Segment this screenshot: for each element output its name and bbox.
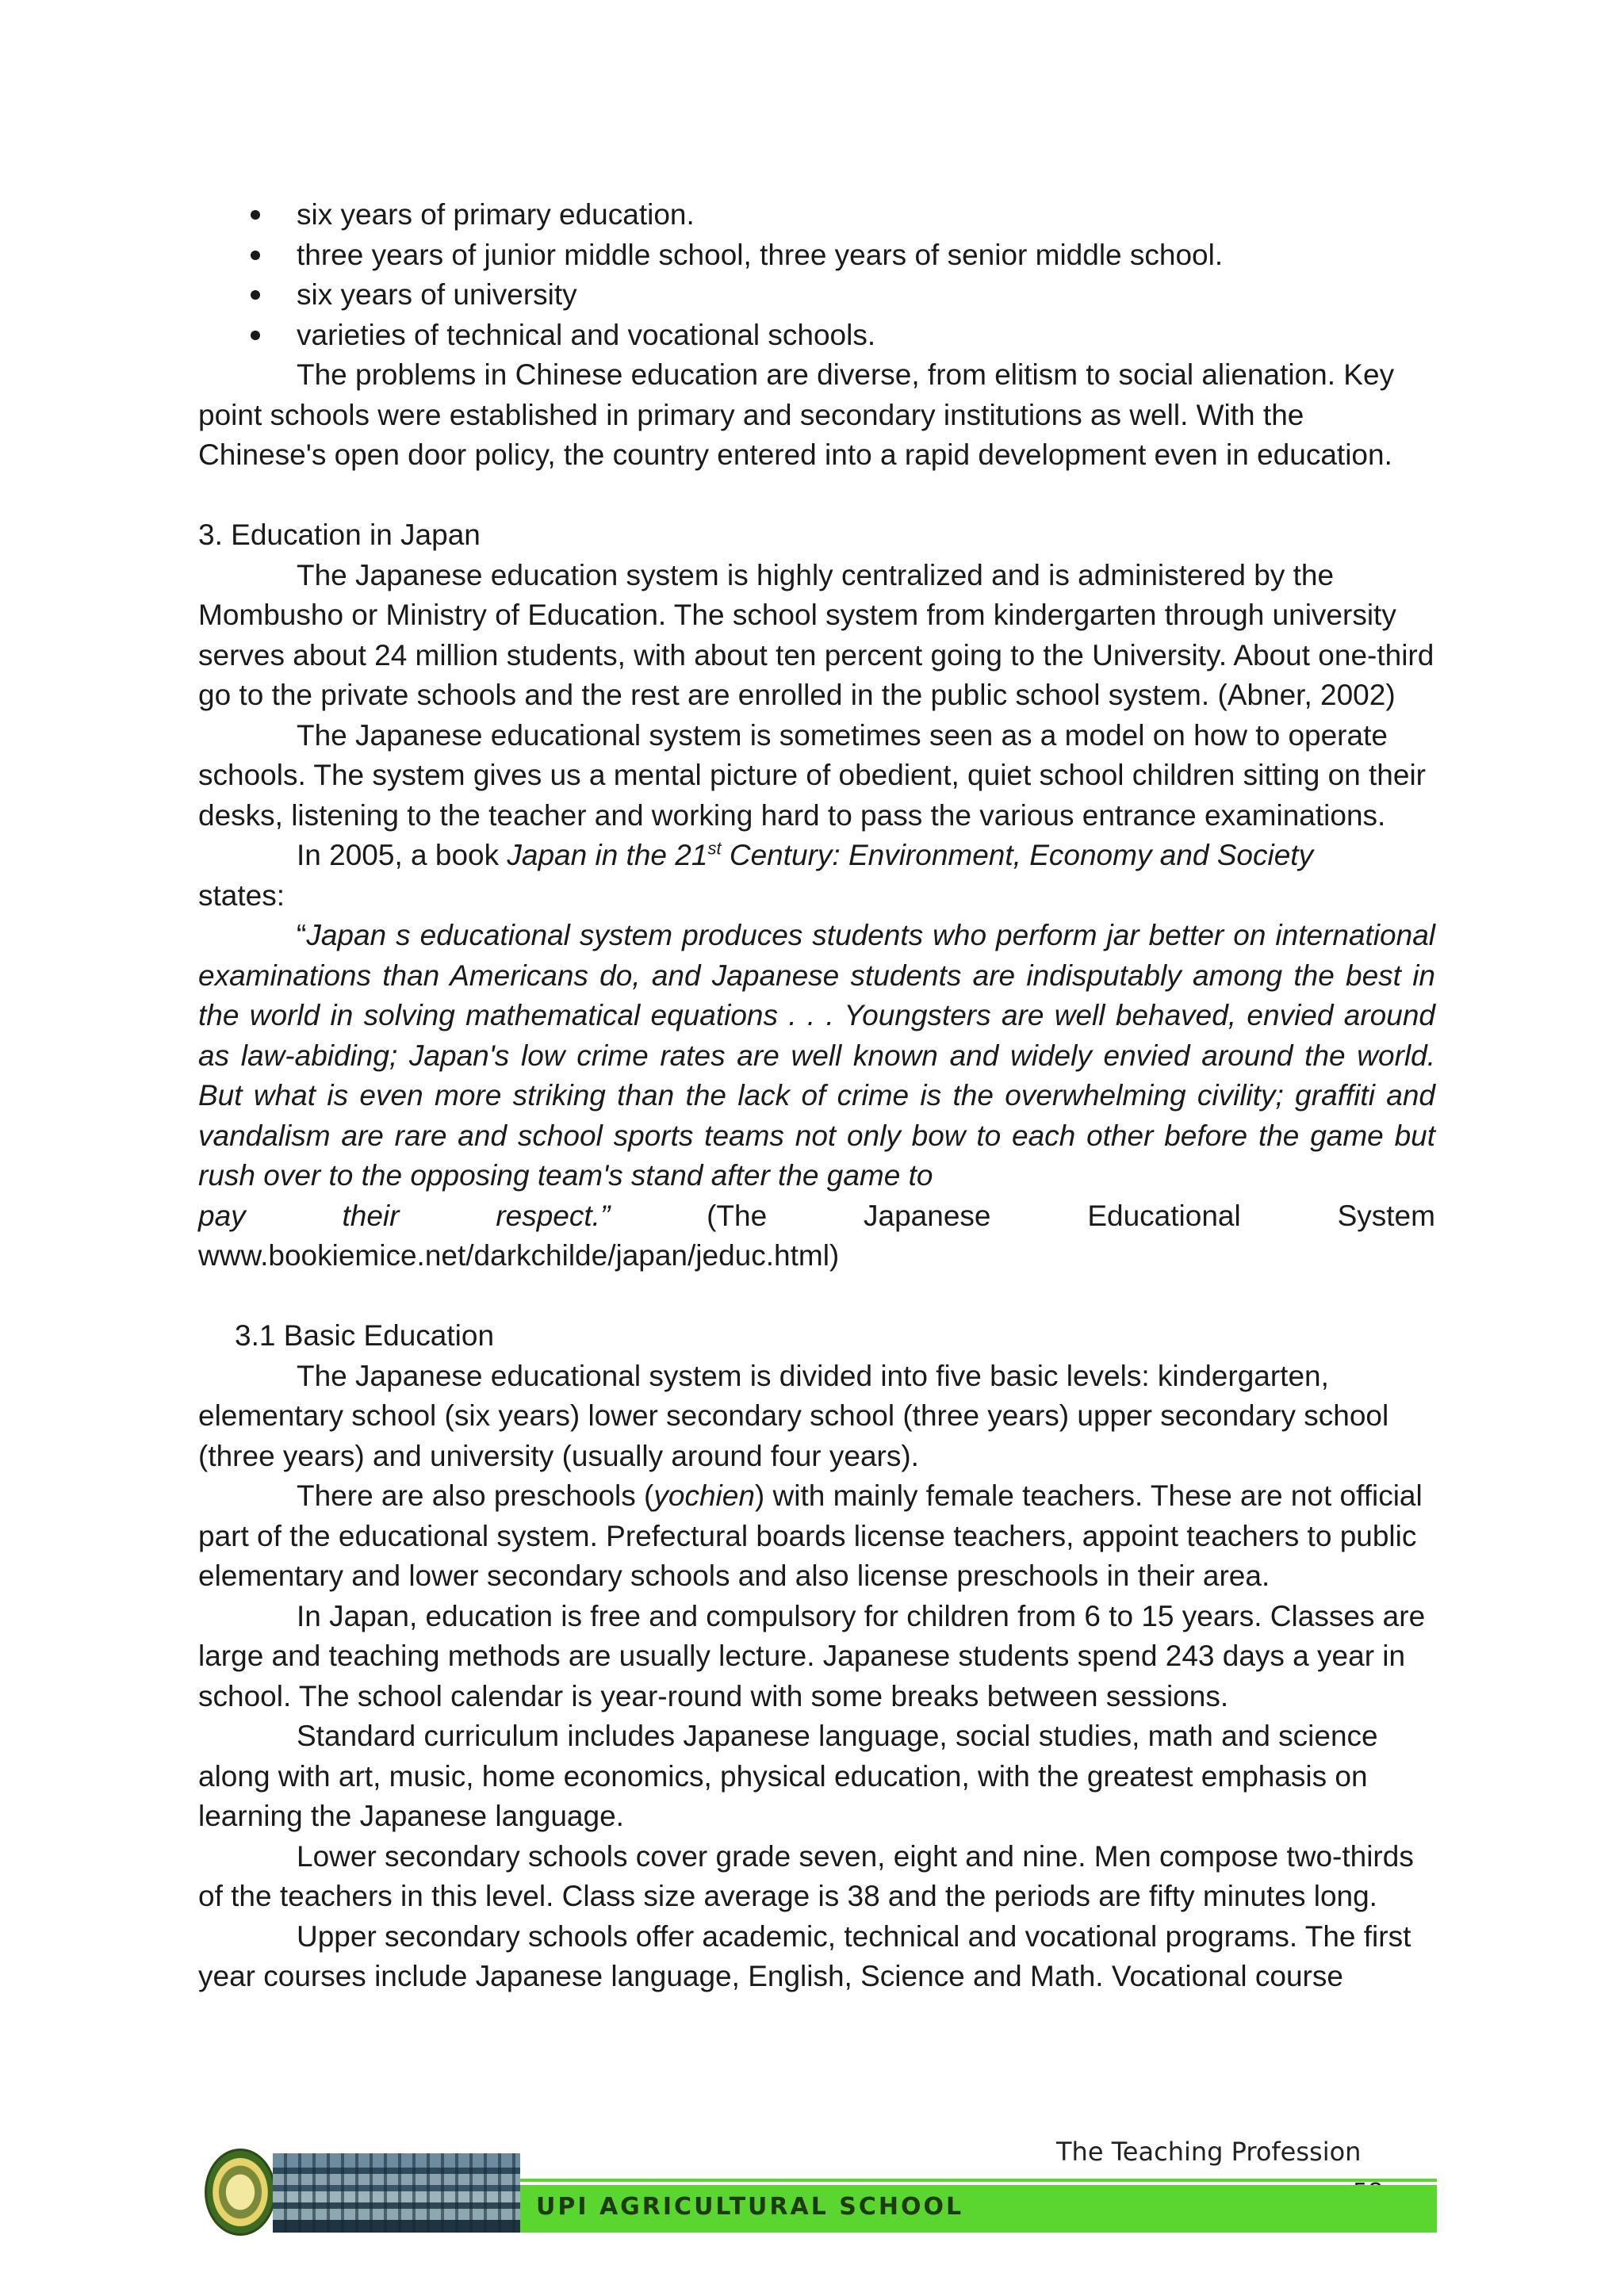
paragraph-basic-5: Lower secondary schools cover grade seven, eight and nine. Men compose two-thirds of the teachers in this level. Class size average is 38 and the periods are fifty minutes long. bbox=[198, 1839, 1414, 1912]
bullet-dot-icon bbox=[251, 210, 260, 220]
school-building-photo bbox=[273, 2153, 520, 2233]
school-seal-icon bbox=[205, 2149, 276, 2236]
section-heading-basic: 3.1 Basic Education bbox=[235, 1319, 495, 1352]
book-title: Japan in the 21st Century: Environment, Economy and Society bbox=[507, 838, 1314, 871]
bullet-dot-icon bbox=[251, 290, 260, 300]
paragraph-basic-2: There are also preschools (yochien) with mainly female teachers. These are not official part of the educational system. Prefectural boards license teachers, appoint teachers to public elementary and lower secondary schools and also license preschools in their area. bbox=[198, 1479, 1423, 1592]
paragraph-basic-3: In Japan, education is free and compulsory for children from 6 to 15 years. Classes are large and teaching methods are usually lecture. Japanese students spend 243 days a year in school. The school calendar is year-round with some breaks between sessions. bbox=[198, 1599, 1426, 1712]
footer-banner bbox=[520, 2185, 1437, 2233]
paragraph-basic-6: Upper secondary schools offer academic, technical and vocational programs. The first year courses include Japanese language, English, Science and Math. Vocational course bbox=[198, 1919, 1411, 1992]
quote-source: www.bookiemice.net/darkchilde/japan/jeduc.html) bbox=[198, 1239, 840, 1272]
states-text: states: bbox=[198, 878, 285, 912]
list-item: six years of university bbox=[198, 275, 1435, 316]
footer-book-title: The Teaching Profession bbox=[1056, 2137, 1362, 2167]
paragraph-japan-1: The Japanese education system is highly centralized and is administered by the Mombusho or Ministry of Education. The school system from kindergarten through university serves about 24 million students, with about ten percent going to the University. About one-third go to the private schools and the rest are enrolled in the public school system. (Abner, 2002) bbox=[198, 558, 1434, 711]
paragraph-basic-4: Standard curriculum includes Japanese language, social studies, math and science along with art, music, home economics, physical education, with the greatest emphasis on learning the Japanese language. bbox=[198, 1720, 1378, 1832]
bullet-dot-icon bbox=[251, 251, 260, 260]
list-item: six years of primary education. bbox=[198, 195, 1435, 235]
list-item: three years of junior middle school, three years of senior middle school. bbox=[198, 235, 1435, 276]
section-heading-japan: 3. Education in Japan bbox=[198, 519, 481, 551]
paragraph-japan-2: The Japanese educational system is sometimes seen as a model on how to operate schools. The system gives us a mental picture of obedient, quiet school children sitting on their desks, listening to the teacher and working hard to pass the various entrance examinations. bbox=[198, 718, 1426, 832]
bullet-dot-icon bbox=[251, 331, 260, 340]
page-body bbox=[198, 195, 1435, 1997]
paragraph-basic-1: The Japanese educational system is divided into five basic levels: kindergarten, elementary school (six years) lower secondary school (three years) upper secondary school (three years) and university (usually around four years). bbox=[198, 1359, 1389, 1472]
paragraph-china: The problems in Chinese education are diverse, from elitism to social alienation. Key point schools were established in primary and secondary institutions as well. With the Chinese's open door policy, the country entered into a rapid development even in education. bbox=[198, 358, 1395, 471]
list-item: varieties of technical and vocational schools. bbox=[198, 316, 1435, 356]
block-quote: “Japan s educational system produces students who perform jar better on international examinations than Americans do, and Japanese students are indisputably among the best in the world in solving mathematical equations . . . Youngsters are well behaved, envied around as law-abiding; Japan's low crime rates are well known and widely envied around the world. But what is even more striking than the lack of crime is the overwhelming civility; graffiti and vandalism are rare and school sports teams not only bow to each other before the game but rush over to the opposing team's stand after the game to pay their respect.” (The Japanese Educational System bbox=[198, 916, 1435, 1236]
paragraph-book-intro: In 2005, a book Japan in the 21st Century: Environment, Economy and Society bbox=[297, 838, 1314, 871]
quote-last-line: pay their respect.” (The Japanese Educational System bbox=[198, 1199, 1435, 1232]
school-name: UPI AGRICULTURAL SCHOOL bbox=[536, 2193, 964, 2221]
bullet-list bbox=[198, 195, 1435, 355]
